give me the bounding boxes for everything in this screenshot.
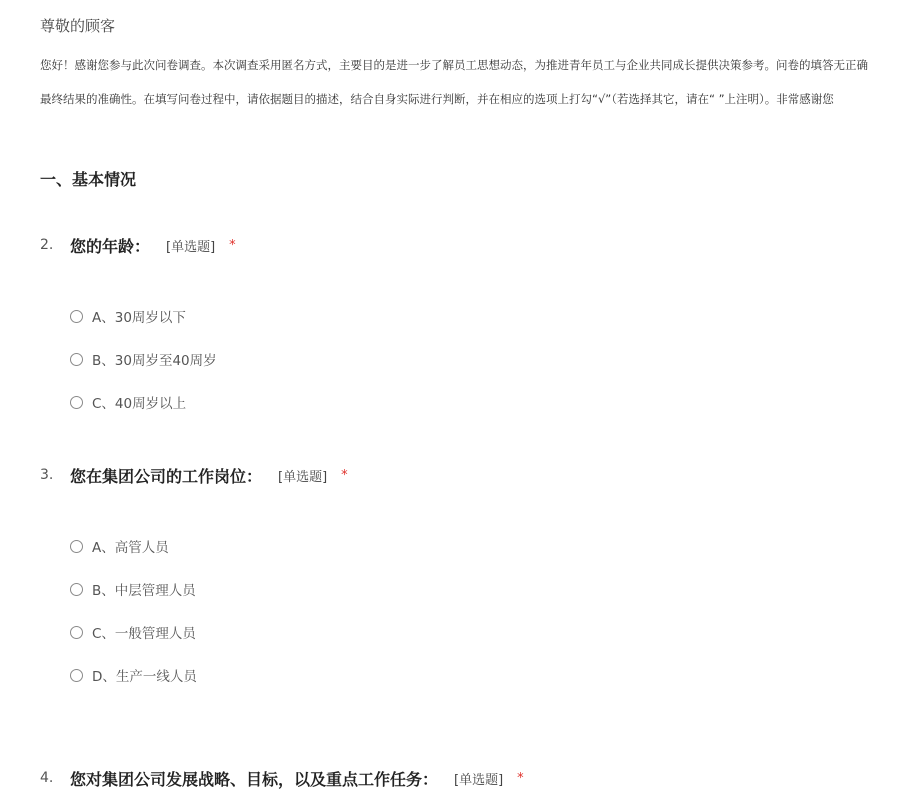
required-asterisk: * xyxy=(229,237,236,253)
question-number: 3. xyxy=(40,467,54,483)
radio-button-icon[interactable] xyxy=(70,540,83,553)
option-age-a[interactable] xyxy=(70,305,186,327)
radio-button-icon[interactable] xyxy=(70,396,83,409)
option-label[interactable]: C、40周岁以上 xyxy=(92,396,187,412)
option-position-c[interactable] xyxy=(70,621,196,643)
question-number: 4. xyxy=(40,770,54,786)
option-label[interactable]: D、生产一线人员 xyxy=(92,669,197,685)
question-age xyxy=(40,232,236,258)
option-label[interactable]: A、高管人员 xyxy=(92,540,169,556)
radio-button-icon[interactable] xyxy=(70,353,83,366)
radio-button-icon[interactable] xyxy=(70,583,83,596)
option-position-b[interactable] xyxy=(70,578,196,600)
intro-text-line-2: 最终结果的准确性。在填写问卷过程中，请依据题目的描述，结合自身实际进行判断，并在相应的选项上打勾“√”（若选择其它，请在“ ”上注明）。非常感谢您 xyxy=(40,92,834,106)
question-number: 2. xyxy=(40,237,54,253)
required-asterisk: * xyxy=(517,770,524,786)
radio-button-icon[interactable] xyxy=(70,310,83,323)
question-text: 您对集团公司发展战略、目标，以及重点工作任务： xyxy=(70,769,439,789)
radio-button-icon[interactable] xyxy=(70,626,83,639)
option-label[interactable]: B、中层管理人员 xyxy=(92,583,196,599)
question-strategy xyxy=(40,765,524,791)
section-title: 一、基本情况 xyxy=(40,170,137,189)
option-age-c[interactable] xyxy=(70,391,186,413)
option-position-a[interactable] xyxy=(70,535,169,557)
question-position xyxy=(40,462,348,488)
radio-button-icon[interactable] xyxy=(70,669,83,682)
required-asterisk: * xyxy=(341,467,348,483)
question-text: 您的年龄： xyxy=(70,236,151,256)
question-text: 您在集团公司的工作岗位： xyxy=(70,466,263,486)
option-label[interactable]: A、30周岁以下 xyxy=(92,310,186,326)
intro-text-line-1: 您好！感谢您参与此次问卷调查。本次调查采用匿名方式，主要目的是进一步了解员工思想动态，为推进青年员工与企业共同成长提供决策参考。问卷的填答无正确 xyxy=(40,58,868,72)
question-type-label: [单选题] xyxy=(454,772,504,788)
option-label[interactable]: B、30周岁至40周岁 xyxy=(92,353,217,369)
question-type-label: [单选题] xyxy=(166,239,216,255)
greeting-title: 尊敬的顾客 xyxy=(40,17,116,35)
option-age-b[interactable] xyxy=(70,348,217,370)
option-label[interactable]: C、一般管理人员 xyxy=(92,626,196,642)
question-type-label: [单选题] xyxy=(278,469,328,485)
option-position-d[interactable] xyxy=(70,664,197,686)
